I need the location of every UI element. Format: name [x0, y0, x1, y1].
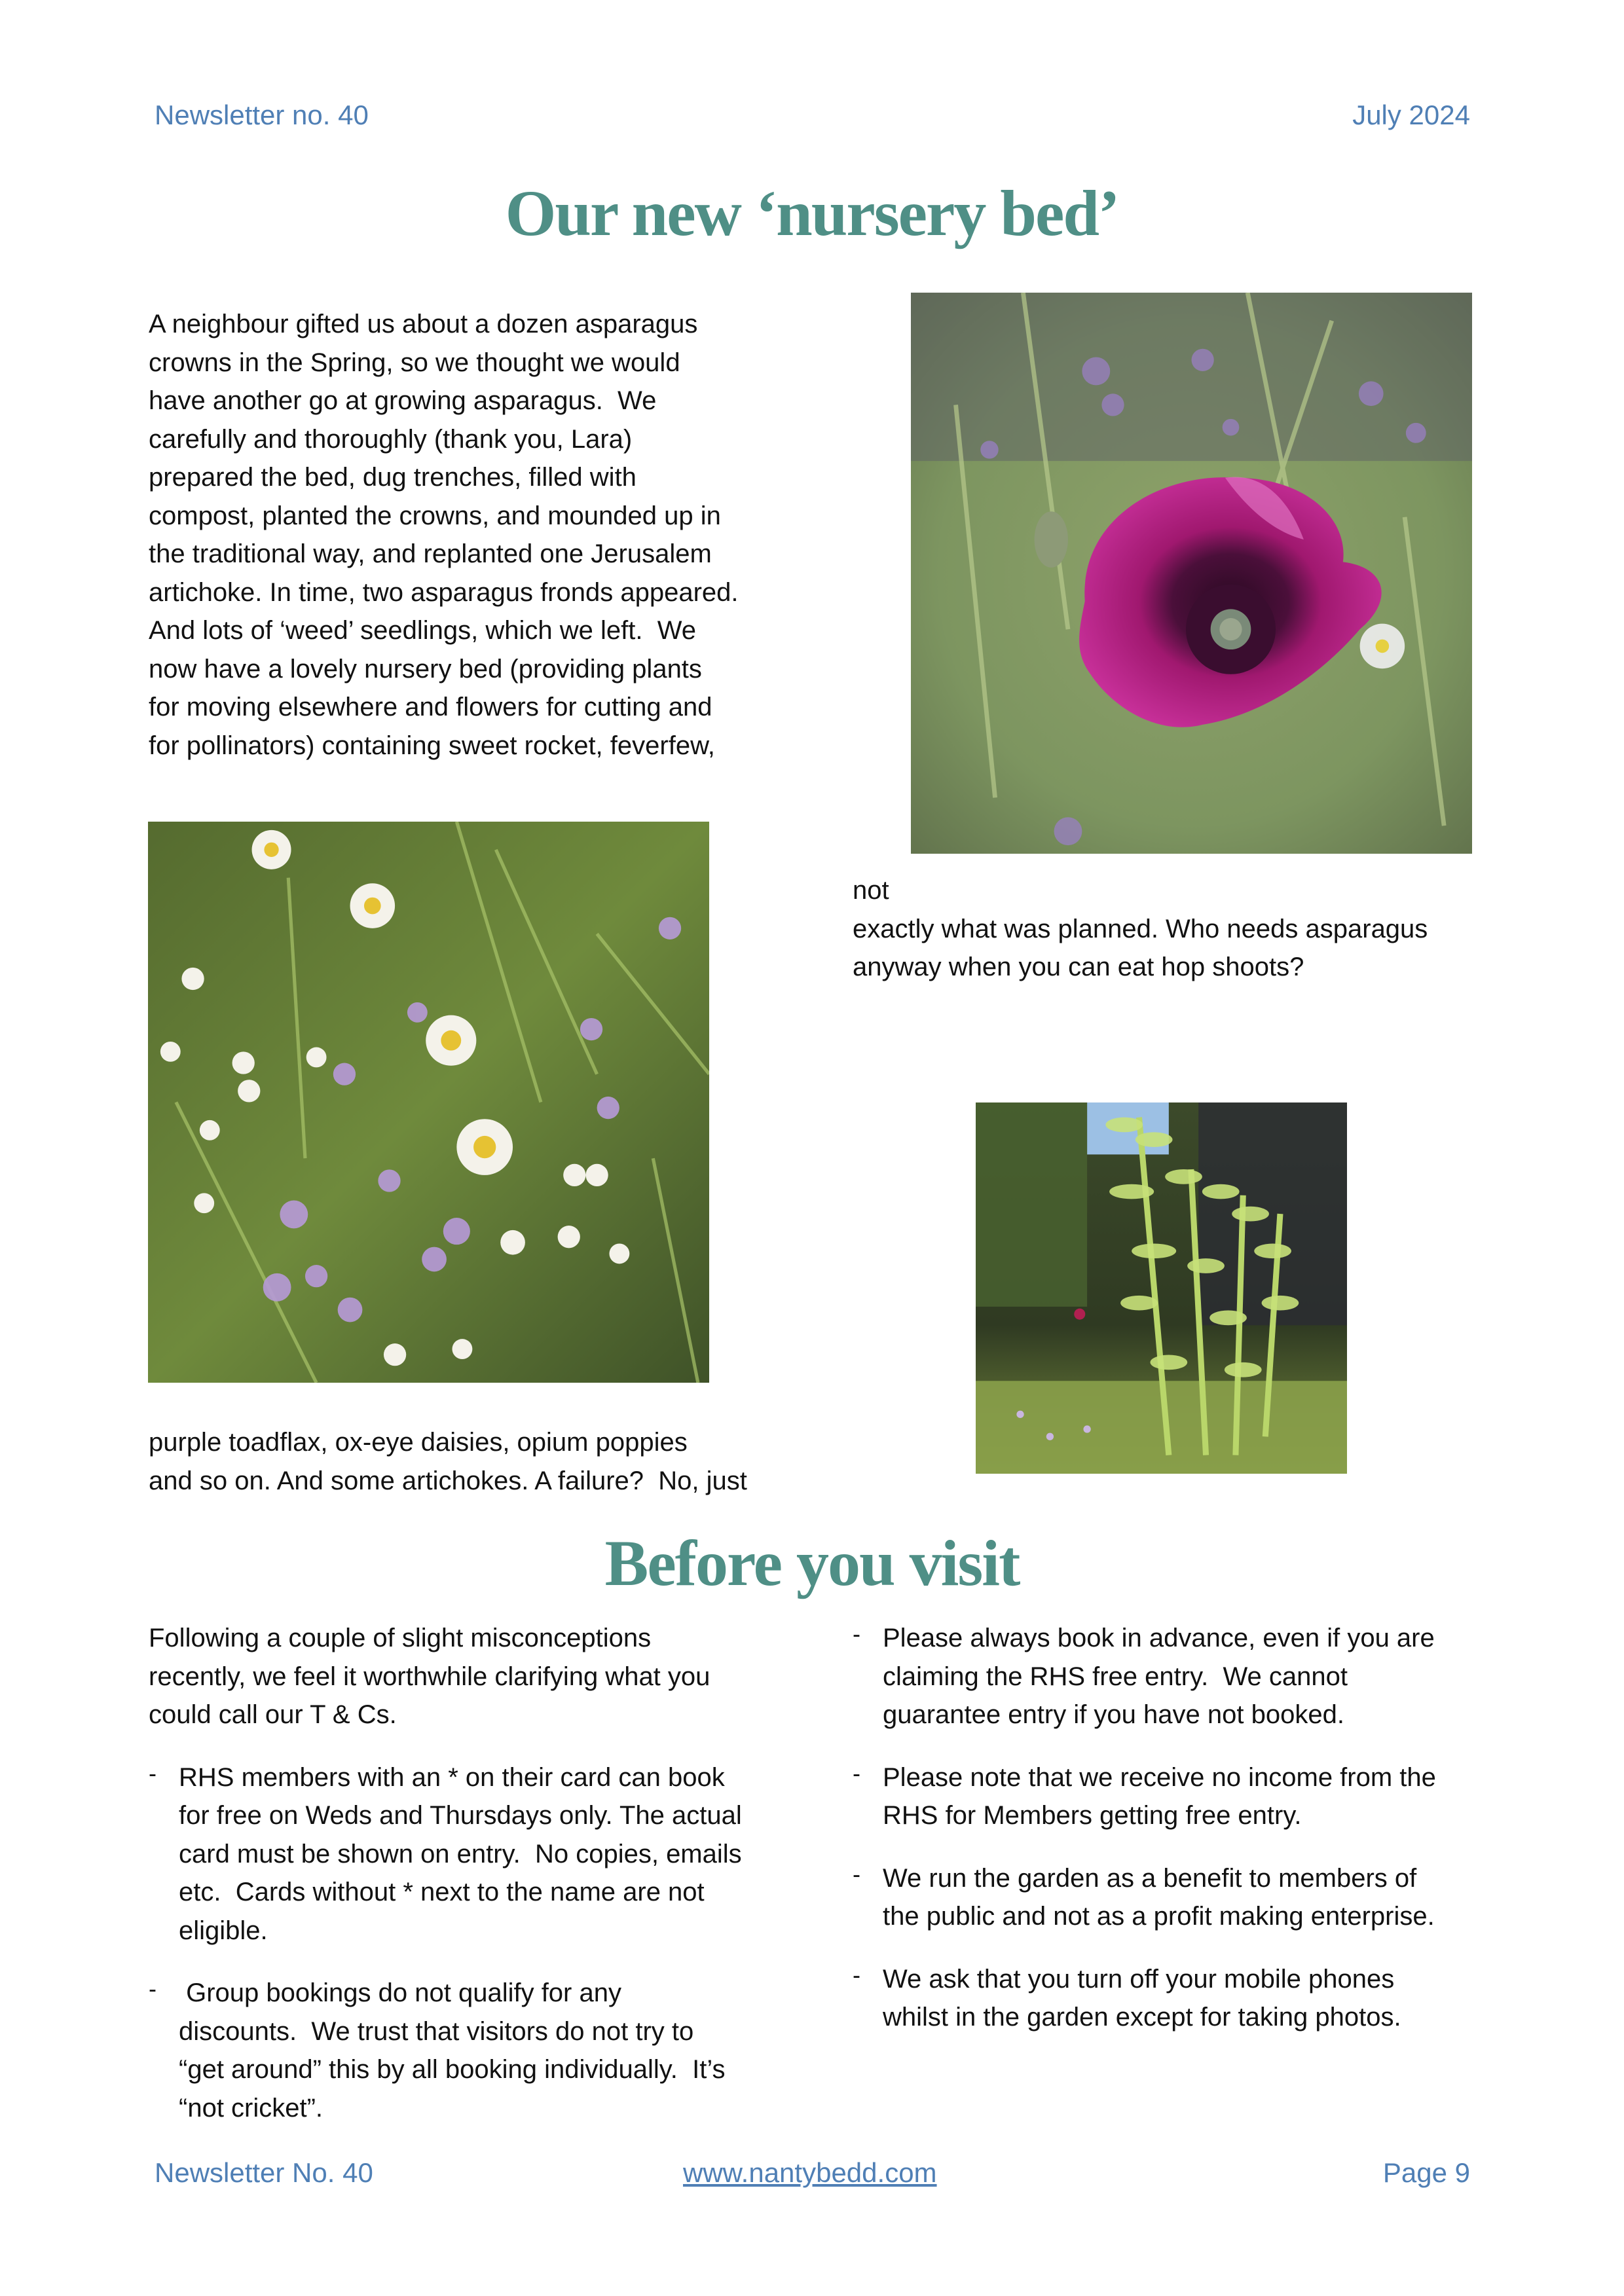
- wildflowers-photo: [148, 822, 709, 1383]
- bullet-item: [149, 1974, 817, 2127]
- footer-website-link[interactable]: www.nantybedd.com: [683, 2157, 937, 2188]
- bullet-line: Group bookings do not qualify for any: [179, 1978, 621, 2007]
- bullet-item: [853, 1859, 1507, 1936]
- header-newsletter-number: Newsletter no. 40: [155, 100, 369, 130]
- text-line: have another go at growing asparagus. We: [149, 386, 657, 415]
- text-line: anyway when you can eat hop shoots?: [853, 953, 1304, 981]
- nursery-bed-paragraph: [149, 305, 823, 765]
- dash-bullet-icon: -: [853, 1759, 860, 1787]
- bullet-line: Please always book in advance, even if you are: [883, 1624, 1435, 1652]
- dash-bullet-icon: -: [853, 1620, 860, 1647]
- bullet-item: [853, 1960, 1507, 2037]
- bullet-item: [149, 1758, 817, 1950]
- bullet-line: etc. Cards without * next to the name are not: [179, 1878, 705, 1906]
- text-line: compost, planted the crowns, and mounded up in: [149, 501, 721, 530]
- bullet-item: [853, 1619, 1507, 1734]
- bullet-line: Please note that we receive no income from the: [883, 1762, 1436, 1792]
- nursery-bed-paragraph-continued: [149, 1423, 836, 1500]
- text-line: could call our T & Cs.: [149, 1700, 397, 1729]
- right-bullet-list: [853, 1619, 1507, 2037]
- poppy-photo: [911, 293, 1472, 854]
- before-you-visit-left-column: [149, 1619, 817, 2151]
- nursery-bed-paragraph-end: [853, 871, 1507, 987]
- header-date: July 2024: [1352, 100, 1470, 130]
- text-line: not: [853, 876, 889, 905]
- bullet-line: eligible.: [179, 1916, 268, 1945]
- bullet-line: whilst in the garden except for taking photos.: [883, 2003, 1401, 2032]
- bullet-line: We run the garden as a benefit to members of: [883, 1863, 1417, 1893]
- footer-page-number: Page 9: [1382, 2157, 1470, 2188]
- bullet-item: [853, 1758, 1507, 1835]
- text-line: Following a couple of slight misconceptions: [149, 1624, 652, 1652]
- text-line: the traditional way, and replanted one Jerusalem: [149, 539, 712, 568]
- text-line: for pollinators) containing sweet rocket, feverfew,: [149, 731, 715, 760]
- left-bullet-list: [149, 1758, 817, 2128]
- bullet-line: card must be shown on entry. No copies, emails: [179, 1839, 742, 1868]
- tall-plants-photo: [976, 1102, 1347, 1474]
- text-line: purple toadflax, ox-eye daisies, opium poppies: [149, 1428, 688, 1457]
- text-line: recently, we feel it worthwhile clarifying what you: [149, 1662, 710, 1691]
- section-title-before-you-visit: Before you visit: [604, 1527, 1020, 1599]
- footer-newsletter-number: Newsletter No. 40: [155, 2157, 373, 2188]
- text-line: prepared the bed, dug trenches, filled with: [149, 463, 637, 492]
- section-title-nursery-bed: Our new ‘nursery bed’: [505, 177, 1119, 249]
- bullet-line: discounts. We trust that visitors do not try to: [179, 2016, 694, 2046]
- text-line: for moving elsewhere and flowers for cutting and: [149, 693, 712, 721]
- bullet-line: “not cricket”.: [179, 2093, 323, 2123]
- bullet-line: RHS for Members getting free entry.: [883, 1801, 1302, 1830]
- dash-bullet-icon: -: [853, 1860, 860, 1887]
- bullet-line: claiming the RHS free entry. We cannot: [883, 1662, 1348, 1691]
- intro-paragraph: [149, 1619, 817, 1734]
- text-line: artichoke. In time, two asparagus fronds appeared.: [149, 577, 739, 607]
- dash-bullet-icon: -: [149, 1975, 157, 2002]
- bullet-line: “get around” this by all booking individually. It’s: [179, 2055, 726, 2084]
- bullet-line: RHS members with an * on their card can book: [179, 1762, 725, 1792]
- bullet-line: the public and not as a profit making enterprise.: [883, 1902, 1435, 1931]
- text-line: A neighbour gifted us about a dozen asparagus: [149, 310, 698, 338]
- dash-bullet-icon: -: [149, 1759, 157, 1787]
- bullet-line: We ask that you turn off your mobile phones: [883, 1964, 1395, 1994]
- text-line: And lots of ‘weed’ seedlings, which we left. We: [149, 616, 696, 645]
- text-line: now have a lovely nursery bed (providing plants: [149, 654, 702, 683]
- bullet-line: guarantee entry if you have not booked.: [883, 1700, 1344, 1729]
- text-line: and so on. And some artichokes. A failure? No, just: [149, 1466, 747, 1495]
- text-line: crowns in the Spring, so we thought we would: [149, 348, 680, 377]
- text-line: exactly what was planned. Who needs asparagus: [853, 914, 1428, 943]
- bullet-line: for free on Weds and Thursdays only. The actual: [179, 1801, 742, 1830]
- dash-bullet-icon: -: [853, 1961, 860, 1988]
- before-you-visit-right-column: [853, 1619, 1507, 2061]
- text-line: carefully and thoroughly (thank you, Lara): [149, 424, 633, 454]
